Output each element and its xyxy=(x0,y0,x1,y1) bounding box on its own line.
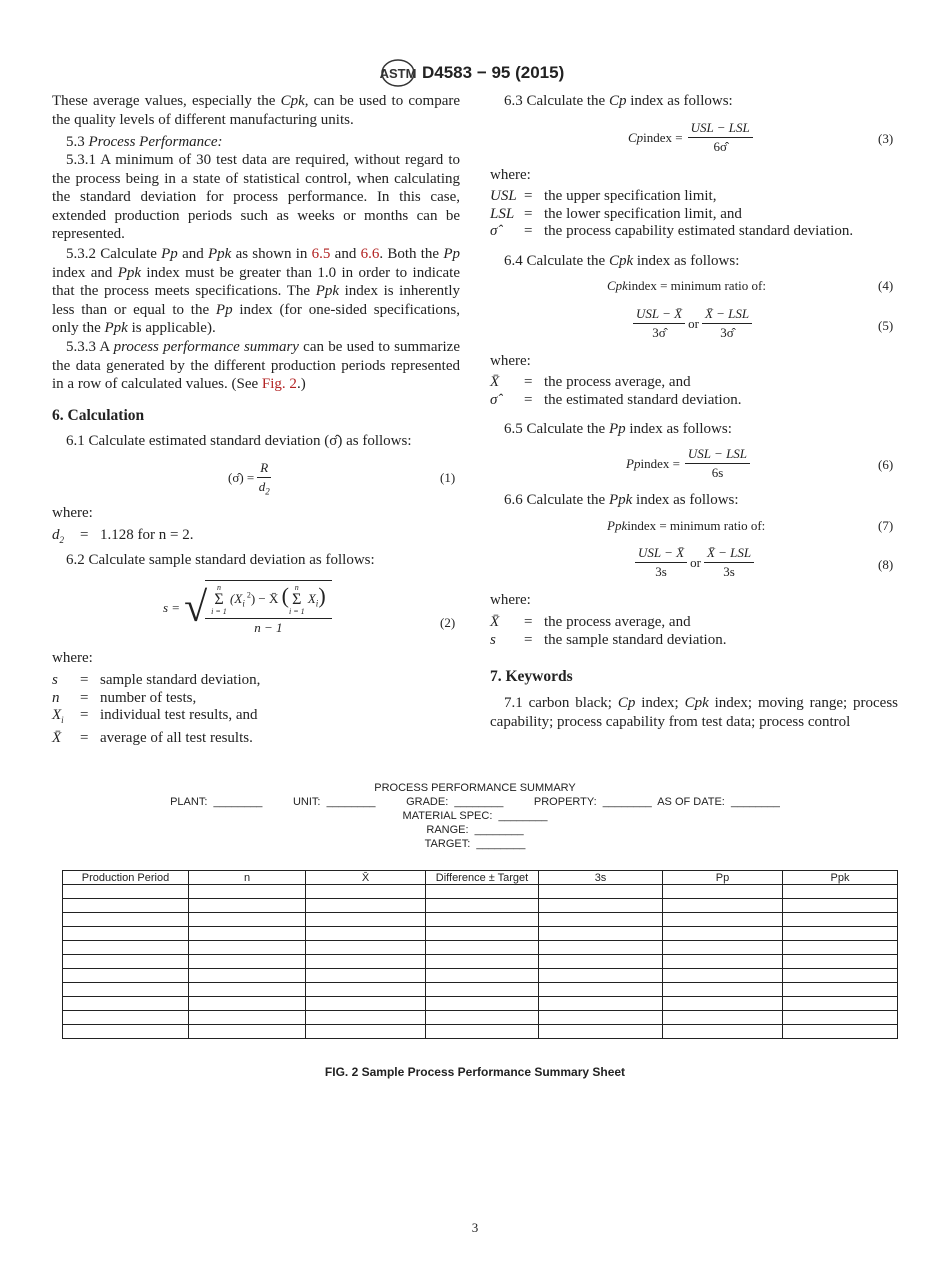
table-cell xyxy=(306,927,426,941)
cross-reference-link[interactable]: Fig. 2 xyxy=(261,376,297,392)
text-segment: can be used to summarize the data generated by the different production periods represented in a row of calculated values. (See xyxy=(52,339,460,392)
table-row xyxy=(63,927,898,941)
table-cell xyxy=(426,983,539,997)
eq1-numerator: R xyxy=(257,460,271,478)
equation-5: $\frac{\text{USL − X̄}}{3\sigmâ}$ or $\frac{\text{X̄ − LSL}}{3\sigmâ}$ xyxy=(630,306,755,341)
definition-item xyxy=(490,392,741,410)
table-cell xyxy=(63,1025,189,1039)
text-segment: Cpk xyxy=(280,93,305,109)
sum-bottom: i = 1 xyxy=(211,607,227,617)
table-cell xyxy=(189,885,306,899)
def-symbol: X̄ xyxy=(490,614,500,630)
table-cell xyxy=(306,969,426,983)
text-segment: is applicable). xyxy=(127,320,216,336)
text-segment: index as follows: xyxy=(625,421,732,437)
table-cell xyxy=(306,913,426,927)
def-desc: individual test results, and xyxy=(100,707,258,723)
eq1-denominator: d xyxy=(258,479,266,494)
table-cell xyxy=(189,941,306,955)
text-segment: These average values, especially the xyxy=(52,93,281,109)
text-segment: Cpk xyxy=(608,253,634,269)
paragraph-6-1 xyxy=(52,432,460,451)
text-segment: Ppk xyxy=(117,264,142,281)
def-equals: = xyxy=(524,631,533,648)
table-cell xyxy=(306,955,426,969)
table-cell xyxy=(189,1011,306,1025)
text-segment: index as follows: xyxy=(633,253,740,269)
column-header: X̄ xyxy=(306,871,426,885)
text-segment: index must be greater than 1.0 in order to indicate that the process meets specifications. The xyxy=(52,264,460,299)
text-segment: index (for one-sided specifications, only the xyxy=(52,301,460,336)
def-symbol: σ̂ xyxy=(490,391,498,408)
equation-6: Pp index = $\frac{\text{USL − LSL}}{6s}$ xyxy=(626,446,753,481)
paragraph-5-3-2 xyxy=(52,245,460,338)
text-segment: 6.4 Calculate the xyxy=(504,253,609,269)
table-cell xyxy=(663,1011,783,1025)
table-cell xyxy=(189,955,306,969)
definition-item xyxy=(52,672,260,690)
table-cell xyxy=(783,913,898,927)
table-cell xyxy=(783,1011,898,1025)
table-cell xyxy=(426,969,539,983)
text-segment: index as follows: xyxy=(632,492,739,508)
table-row xyxy=(63,969,898,983)
target-field: TARGET: ________ xyxy=(424,838,526,850)
text-segment: 6.5 Calculate the xyxy=(504,421,609,437)
def-desc: the estimated standard deviation. xyxy=(544,391,742,408)
equation-8: $\frac{\text{USL − X̄}}{3s}$ or $\frac{\text{X̄ − LSL}}{3s}$ xyxy=(632,545,757,580)
def-equals: = xyxy=(524,374,533,390)
table-cell xyxy=(539,899,663,913)
sum-icon: Σ xyxy=(292,591,302,609)
def-equals: = xyxy=(80,672,89,688)
document-designation: D4583 − 95 (2015) xyxy=(422,63,565,82)
def-equals: = xyxy=(524,391,533,408)
table-cell xyxy=(663,941,783,955)
table-cell xyxy=(189,983,306,997)
sum-top: n xyxy=(294,583,299,593)
table-cell xyxy=(306,899,426,913)
sqrt-icon: √ xyxy=(184,585,208,631)
where-label: where: xyxy=(52,650,93,666)
table-header-row xyxy=(63,871,898,885)
paragraph-intro xyxy=(52,92,460,129)
text-segment: 7.1 carbon black; xyxy=(504,695,618,711)
table-cell xyxy=(783,899,898,913)
table-cell xyxy=(663,997,783,1011)
text-segment: 6.1 Calculate estimated standard deviation (σ̂) as follows: xyxy=(66,433,412,449)
table-row xyxy=(63,941,898,955)
table-cell xyxy=(539,927,663,941)
def-equals: = xyxy=(524,223,533,239)
text-segment: Process Performance: xyxy=(88,134,223,150)
where-label: where: xyxy=(490,353,531,369)
table-cell xyxy=(426,927,539,941)
eq2-numerator: n Σ i = 1 ($X_i$ $^2$) − X̄ ( n Σ i = 1 $X_i$) xyxy=(205,583,331,619)
text-segment: and xyxy=(330,246,361,262)
sum-top: n xyxy=(216,583,221,593)
table-cell xyxy=(426,1025,539,1039)
table-cell xyxy=(783,969,898,983)
text-segment: process performance summary xyxy=(113,339,299,355)
text-segment: 5.3.2 Calculate xyxy=(66,246,162,262)
table-cell xyxy=(306,1025,426,1039)
table-cell xyxy=(663,969,783,983)
eq1-lhs: (σ̂) = xyxy=(228,470,255,486)
definition-item xyxy=(490,188,853,206)
page-number: 3 xyxy=(471,1220,479,1235)
def-desc: the process capability estimated standard deviation. xyxy=(544,223,854,239)
def-symbol: USL xyxy=(490,188,517,204)
def-symbol: s xyxy=(490,631,496,648)
def-equals: = xyxy=(80,707,89,723)
def-symbol: X̄ xyxy=(52,729,62,746)
table-row xyxy=(63,955,898,969)
table-cell xyxy=(663,983,783,997)
sum-icon: Σ xyxy=(214,591,224,609)
column-header: 3s xyxy=(539,871,663,885)
table-cell xyxy=(63,969,189,983)
equation-4: Cpk index = minimum ratio of: xyxy=(607,278,766,293)
table-cell xyxy=(63,983,189,997)
paragraph-6-4 xyxy=(490,252,898,271)
equation-2 xyxy=(163,580,335,636)
text-segment: Pp xyxy=(443,246,460,262)
column-header: n xyxy=(189,871,306,885)
table-cell xyxy=(63,955,189,969)
eq3-denominator: 6σ̂ xyxy=(713,139,727,154)
table-cell xyxy=(663,955,783,969)
eq1-number: (1) xyxy=(440,470,456,485)
table-cell xyxy=(63,913,189,927)
def-desc: the process average, and xyxy=(544,614,691,630)
def-equals: = xyxy=(524,188,533,204)
table-cell xyxy=(539,955,663,969)
def-desc: sample standard deviation, xyxy=(100,672,261,688)
definition-item xyxy=(52,690,260,708)
definition-item xyxy=(490,206,853,224)
table-cell xyxy=(426,885,539,899)
table-cell xyxy=(306,983,426,997)
definition-item xyxy=(490,632,726,650)
eq2-lhs: s = xyxy=(163,600,181,615)
text-segment: index is inherently less than or equal to the xyxy=(52,283,460,318)
text-segment: 5.3.3 A xyxy=(66,339,114,355)
table-cell xyxy=(783,1025,898,1039)
table-cell xyxy=(783,997,898,1011)
table-cell xyxy=(539,885,663,899)
page-header xyxy=(380,58,564,88)
paragraph-6-2 xyxy=(52,551,460,570)
def-desc: the upper specification limit, xyxy=(544,188,717,204)
where-label: where: xyxy=(490,167,531,183)
def-desc: number of tests, xyxy=(100,689,197,706)
summary-table xyxy=(62,870,898,1039)
table-cell xyxy=(539,941,663,955)
equation-3: Cp index = $\frac{\text{USL − LSL}}{6\sigmâ}$ xyxy=(628,120,756,155)
figure-caption: FIG. 2 Sample Process Performance Summary Sheet xyxy=(324,1065,626,1079)
paragraph-5-3-3 xyxy=(52,338,460,394)
text-segment: Cp xyxy=(617,695,636,711)
def-desc: average of all test results. xyxy=(100,729,253,746)
sum-bottom: i = 1 xyxy=(288,607,305,617)
table-cell xyxy=(426,1011,539,1025)
table-cell xyxy=(189,1025,306,1039)
paragraph-5-3-1 xyxy=(52,151,460,244)
text-segment: 5.3.1 A minimum of 30 test data are required, without regard to the process being in a state of statistical control, when calculating the standard deviation for process performance. In this case, extended production periods such as weeks or months can be represented. xyxy=(52,152,460,242)
table-cell xyxy=(306,997,426,1011)
text-segment: and xyxy=(177,246,208,262)
table-cell xyxy=(783,955,898,969)
table-cell xyxy=(663,927,783,941)
table-cell xyxy=(306,885,426,899)
table-cell xyxy=(63,997,189,1011)
eq7-number: (7) xyxy=(878,518,894,533)
eq2-term1: ($X_i$ $^2$) − X̄ xyxy=(230,590,279,609)
table-cell xyxy=(63,941,189,955)
table-cell xyxy=(63,927,189,941)
section-7-heading: 7. Keywords xyxy=(490,668,573,685)
table-cell xyxy=(189,913,306,927)
table-row xyxy=(63,885,898,899)
table-cell xyxy=(539,983,663,997)
text-segment: Pp xyxy=(215,301,233,318)
eq3-number: (3) xyxy=(878,131,894,146)
table-row xyxy=(63,1011,898,1025)
definitions-list xyxy=(490,614,726,649)
definitions-list xyxy=(490,374,741,409)
material-spec-field: MATERIAL SPEC: ________ xyxy=(402,810,548,822)
eq2-denominator: n − 1 xyxy=(254,620,283,636)
table-cell xyxy=(189,899,306,913)
table-cell xyxy=(539,997,663,1011)
paragraph-7-1 xyxy=(490,694,898,731)
def-equals: = xyxy=(80,729,89,746)
text-segment: index and xyxy=(52,264,118,281)
paragraph-6-5 xyxy=(490,420,898,439)
eq5-number: (5) xyxy=(878,318,894,333)
table-cell xyxy=(783,983,898,997)
def-symbol: s xyxy=(52,672,58,688)
eq1-den-sub: 2 xyxy=(265,486,270,497)
table-row xyxy=(63,997,898,1011)
table-cell xyxy=(426,997,539,1011)
cross-reference-link[interactable]: 6.5 xyxy=(311,246,331,262)
text-segment: index; xyxy=(635,695,685,711)
column-header: Ppk xyxy=(783,871,898,885)
def-desc: 1.128 for n = 2. xyxy=(100,527,194,543)
text-segment: as shown in xyxy=(231,246,312,262)
eq6-number: (6) xyxy=(878,457,894,472)
def-desc: the sample standard deviation. xyxy=(544,631,727,648)
table-cell xyxy=(783,885,898,899)
table-cell xyxy=(189,997,306,1011)
definition-d2 xyxy=(52,527,193,550)
definition-item xyxy=(490,223,853,241)
table-cell xyxy=(426,955,539,969)
table-cell xyxy=(783,927,898,941)
def-symbol: d xyxy=(52,527,60,543)
column-header: Pp xyxy=(663,871,783,885)
text-segment: Ppk xyxy=(608,492,633,508)
definition-item xyxy=(52,707,260,730)
def-equals: = xyxy=(80,689,89,706)
table-row xyxy=(63,899,898,913)
definition-item xyxy=(490,614,726,632)
table-row xyxy=(63,1025,898,1039)
text-segment: Pp xyxy=(608,421,626,437)
text-segment: index as follows: xyxy=(626,93,733,109)
table-cell xyxy=(426,913,539,927)
svg-text:ASTM: ASTM xyxy=(380,66,416,81)
definition-item xyxy=(52,730,260,748)
column-header: Difference ± Target xyxy=(426,871,539,885)
where-label: where: xyxy=(490,592,531,608)
def-equals: = xyxy=(80,527,89,543)
text-segment: 6.3 Calculate the xyxy=(504,93,609,109)
table-cell xyxy=(189,927,306,941)
astm-logo-icon xyxy=(380,58,416,88)
def-equals: = xyxy=(524,614,533,630)
eq2-number: (2) xyxy=(440,615,456,630)
table-cell xyxy=(426,941,539,955)
def-equals: = xyxy=(524,205,533,222)
def-symbol: LSL xyxy=(490,205,515,222)
table-cell xyxy=(783,941,898,955)
def-symbol: σ̂ xyxy=(490,223,498,239)
def-desc: the process average, and xyxy=(544,374,691,390)
paragraph-6-3 xyxy=(490,92,898,111)
text-segment: , can be used to compare the quality levels of different manufacturing units. xyxy=(52,93,460,128)
eq2-term2: X xyxy=(307,591,316,606)
table-cell xyxy=(63,1011,189,1025)
table-cell xyxy=(63,899,189,913)
definitions-list xyxy=(490,188,853,241)
text-segment: Cp xyxy=(608,93,627,109)
table-cell xyxy=(663,913,783,927)
def-symbol: $X_i$ xyxy=(52,707,64,725)
equation-1 xyxy=(228,460,274,497)
eq3-numerator: USL − LSL xyxy=(688,120,753,138)
table-row xyxy=(63,983,898,997)
table-cell xyxy=(539,913,663,927)
text-segment: Cpk xyxy=(684,695,709,711)
table-cell xyxy=(539,1011,663,1025)
figure-title: PROCESS PERFORMANCE SUMMARY xyxy=(374,782,576,794)
text-segment: Ppk xyxy=(104,320,128,336)
text-segment: . Both the xyxy=(379,246,444,262)
figure-fields-line: PLANT: ________ UNIT: ________ GRADE: ________ PROPERTY: ________ AS OF DATE: ________ xyxy=(170,796,780,808)
section-6-heading: 6. Calculation xyxy=(52,407,145,424)
eq4-number: (4) xyxy=(878,278,894,293)
text-segment: Ppk xyxy=(207,246,232,262)
table-row xyxy=(63,913,898,927)
definition-item xyxy=(490,374,741,392)
text-segment: 6.2 Calculate sample standard deviation as follows: xyxy=(66,552,375,568)
def-sub: 2 xyxy=(59,535,64,545)
def-symbol: X̄ xyxy=(490,374,500,390)
table-cell xyxy=(663,899,783,913)
equation-7: Ppk index = minimum ratio of: xyxy=(607,518,766,533)
table-cell xyxy=(63,885,189,899)
table-cell xyxy=(663,885,783,899)
table-cell xyxy=(426,899,539,913)
def-desc: the lower specification limit, and xyxy=(544,205,742,222)
column-header: Production Period xyxy=(63,871,189,885)
section-5-3-heading xyxy=(52,133,460,152)
paragraph-6-6 xyxy=(490,491,898,510)
range-field: RANGE: ________ xyxy=(426,824,524,836)
cross-reference-link[interactable]: 6.6 xyxy=(360,246,380,262)
text-segment: Pp xyxy=(161,246,178,262)
table-cell xyxy=(539,1025,663,1039)
def-symbol: n xyxy=(52,689,60,706)
table-cell xyxy=(539,969,663,983)
eq8-number: (8) xyxy=(878,557,894,572)
table-cell xyxy=(306,1011,426,1025)
text-segment: 5.3 xyxy=(66,134,89,150)
text-segment: .) xyxy=(296,376,306,392)
table-cell xyxy=(663,1025,783,1039)
text-segment: 6.6 Calculate the xyxy=(504,492,609,508)
table-cell xyxy=(306,941,426,955)
definitions-list xyxy=(52,672,260,747)
where-label: where: xyxy=(52,505,93,521)
text-segment: Ppk xyxy=(315,283,340,299)
text-segment: index; moving range; process capability; process capability from test data; process control xyxy=(490,695,898,730)
table-cell xyxy=(189,969,306,983)
